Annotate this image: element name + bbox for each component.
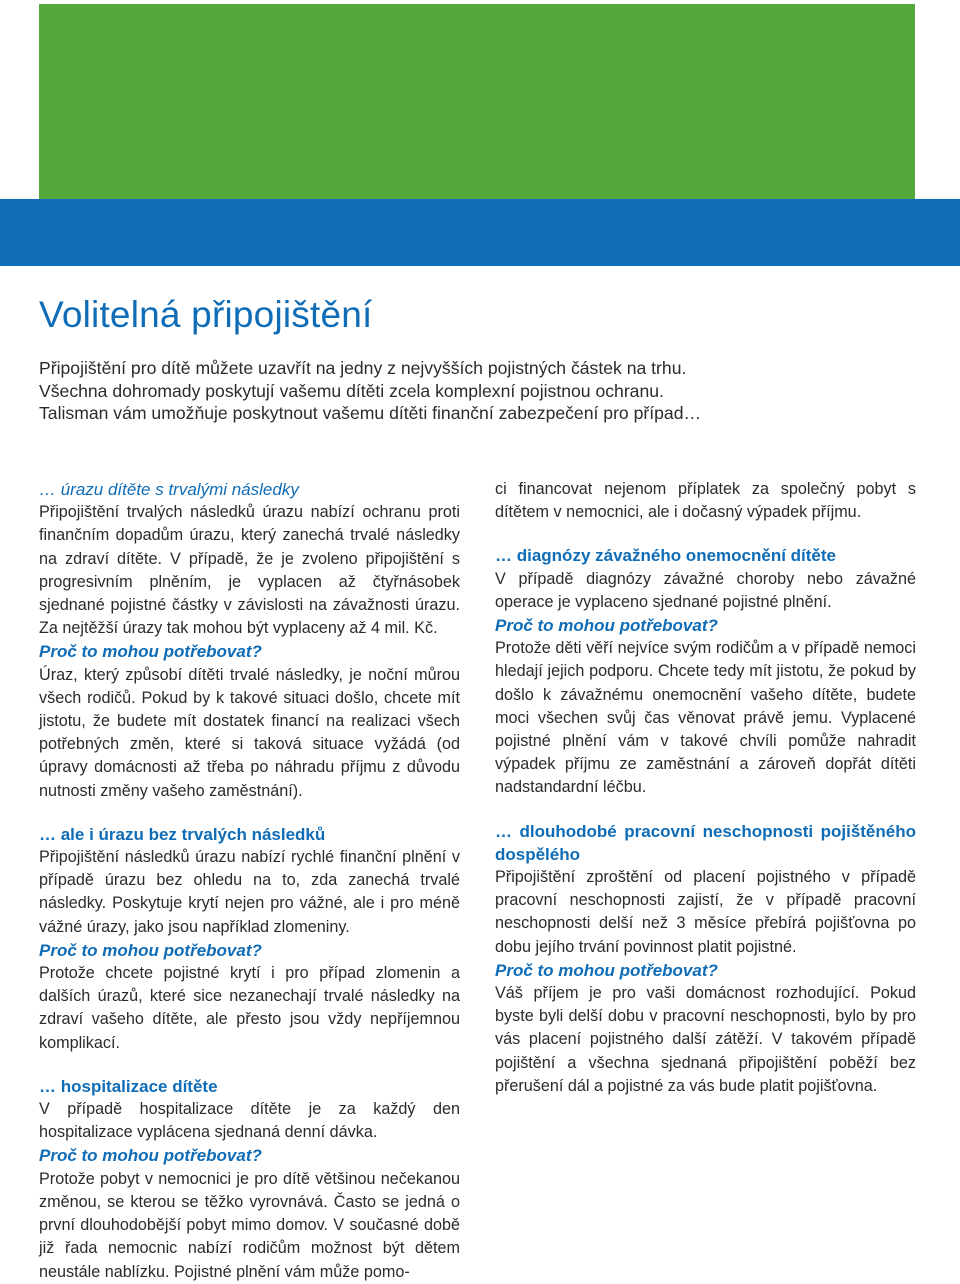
section-heading: … úrazu dítěte s trvalými následky (39, 480, 299, 499)
section-heading: … diagnózy závažného onemocnění dítěte (495, 546, 836, 566)
why-heading: Proč to mohou potřebovat? (495, 616, 718, 636)
section-body: Připojištění trvalých následků úrazu nabízí ochranu proti finančním dopadům úrazu, který zanechá trvalé následky na zdraví dítěte. V případě, že je zvoleno připojištění s progresivním plněním, je vyplacen až čtyřnásobek sjednané pojistné částky v závislosti na závažnosti úrazu. Za nejtěžší úrazy tak mohou být vyplaceny až 4 mil. Kč. (39, 503, 460, 638)
why-body: Protože chcete pojistné krytí i pro případ zlomenin a dalších úrazů, které sice nezanechají trvalé následky na zdraví vašeho dítěte, ale přesto jsou vždy nepříjemnou komplikací. (39, 964, 460, 1052)
intro-line: Připojištění pro dítě můžete uzavřít na jedny z nejvyšších pojistných částek na trhu. (39, 358, 687, 378)
why-heading: Proč to mohou potřebovat? (39, 642, 262, 662)
right-column (495, 478, 916, 1098)
header-blue-band (0, 199, 960, 266)
left-column (39, 478, 460, 1284)
intro-paragraph (39, 357, 919, 425)
continued-text: ci financovat nejenom příplatek za společný pobyt s dítětem v nemocnici, ale i dočasný výpadek příjmu. (495, 480, 916, 522)
why-body: Protože pobyt v nemocnici je pro dítě většinou nečekanou změnou, se kterou se těžko vyrovnává. Často se jedná o první dlouhodobější pobyt mimo domov. V současné době již řada nemocnic nabízí rodičům možnost být dětem neustále nablízku. Pojistné plnění vám může pomo- (39, 1169, 460, 1281)
why-heading: Proč to mohou potřebovat? (39, 940, 262, 960)
section-heading: … hospitalizace dítěte (39, 1076, 218, 1096)
why-body: Protože děti věří nejvíce svým rodičům a v případě nemoci hledají jejich podporu. Chcete tedy mít jistotu, že pokud by došlo k závažnému onemocnění vašeho dítěte, budete moci všechen svůj čas věnovat právě jemu. Vyplacené pojistné plnění vám v takové chvíli pomůže nahradit výpadek příjmu ze zaměstnání a zároveň dopřát dítěti nadstandardní léčbu. (495, 639, 916, 797)
why-heading: Proč to mohou potřebovat? (39, 1146, 262, 1166)
section-heading: … ale i úrazu bez trvalých následků (39, 824, 326, 844)
intro-line: Všechna dohromady poskytují vašemu dítěti zcela komplexní pojistnou ochranu. (39, 380, 664, 401)
header-green-block (39, 4, 915, 200)
why-heading: Proč to mohou potřebovat? (495, 960, 718, 980)
why-body: Váš příjem je pro vaši domácnost rozhodující. Pokud byste byli delší dobu v pracovní neschopnosti, bylo by pro vás placení pojistného další zátěží. V takovém případě pojištění a všechna sjednaná připojištění poběží bez přerušení dál a pojistné za vás bude platit pojišťovna. (495, 984, 916, 1095)
section-body: V případě hospitalizace dítěte je za každý den hospitalizace vyplácena sjednaná denní dávka. (39, 1100, 460, 1142)
section-heading: … dlouhodobé pracovní neschopnosti pojištěného dospělého (495, 821, 916, 864)
section-body: Připojištění následků úrazu nabízí rychlé finanční plnění v případě úrazu bez ohledu na to, zda zanechá trvalé následky. Poskytuje krytí nejen pro vážné, ale i pro méně vážné úrazy, jako jsou například zlomeniny. (39, 848, 460, 936)
section-body: V případě diagnózy závažné choroby nebo závažné operace je vyplaceno sjednané pojistné plnění. (495, 569, 916, 611)
page-title: Volitelná připojištění (39, 294, 373, 335)
section-body: Připojištění zproštění od placení pojistného v případě pracovní neschopnosti zajistí, že v případě pracovní neschopnosti delší než 3 měsíce přebírá pojišťovna po dobu jejího trvání povinnost platit pojistné. (495, 868, 916, 956)
why-body: Úraz, který způsobí dítěti trvalé následky, je noční můrou všech rodičů. Pokud by k takové situaci došlo, chcete mít jistotu, že budete mít dostatek financí na realizaci všech potřebných změn, které si taková situace vyžádá (od úpravy domácnosti až třeba po náhradu příjmu z důvodu nutnosti změny vašeho zaměstnání). (39, 665, 460, 800)
intro-line: Talisman vám umožňuje poskytnout vašemu dítěti finanční zabezpečení pro případ… (39, 403, 702, 423)
